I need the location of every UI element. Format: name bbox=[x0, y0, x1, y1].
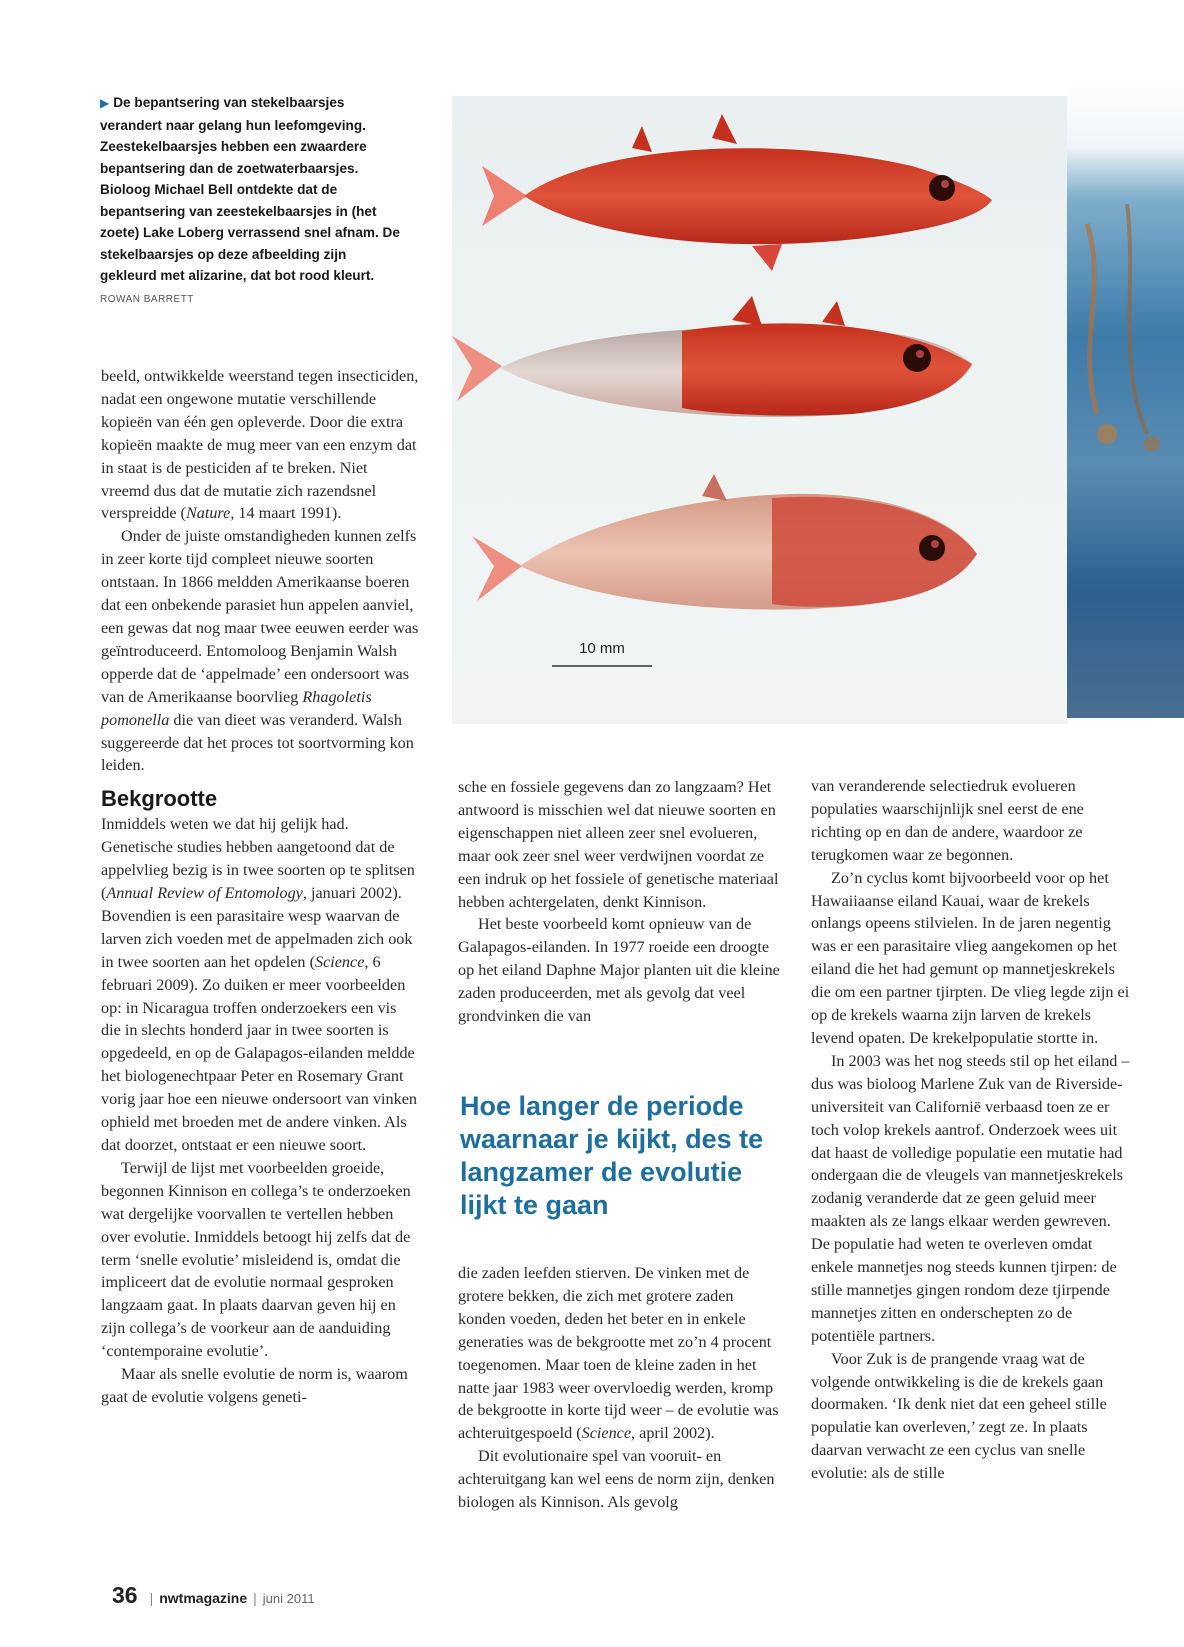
col1-paragraph-1: beeld, ontwikkelde weerstand tegen insecticiden, nadat een ongewone mutatie verschillende kopieën van één gen opleverde. Door die extra kopieën maakte de mug meer van een enzym dat in staat is de pesticiden af te breken. Niet vreemd dus dat de mutatie zich razendsnel verspreidde (Nature, 14 maart 1991). bbox=[101, 367, 419, 523]
issue-date: juni 2011 bbox=[262, 1591, 315, 1606]
magazine-name: nwtmagazine bbox=[159, 1590, 248, 1606]
fish-fully-armored bbox=[482, 114, 992, 271]
col1-paragraph-2: Onder de juiste omstandigheden kunnen zelfs in zeer korte tijd compleet nieuwe soorten ontstaan. In 1866 meldden Amerikaanse boeren dat een onbekende parasiet hun appelen aanviel, een gewas dat nog maar twee eeuwen eerder was geïntroduceerd. Entomoloog Benjamin Walsh opperde dat de ‘appelmade’ een ondersoort was van de Amerikaanse boorvlieg Rhagoletis pomonella die van dieet was veranderd. Walsh suggereerde dat het proces tot soortvorming kon leiden. bbox=[101, 527, 419, 775]
page-number: 36 bbox=[112, 1582, 138, 1608]
section-heading: Bekgrootte bbox=[101, 786, 218, 812]
col3-paragraph-1: van veranderende selectiedruk evolueren populaties waarschijnlijk snel eerst de ene richting op en dan de andere, waardoor ze terugkomen waar ze begonnen. bbox=[811, 777, 1084, 864]
fish-low-armored bbox=[472, 474, 977, 610]
col1-paragraph-5: Maar als snelle evolutie de norm is, waarom gaat de evolutie volgens geneti- bbox=[101, 1365, 408, 1406]
photo-credit: ROWAN BARRETT bbox=[100, 293, 194, 305]
pull-quote: Hoe langer de periode waarnaar je kijkt, des te langzamer de evolutie lijkt te gaan bbox=[460, 1091, 764, 1220]
page-footer bbox=[112, 1582, 315, 1609]
column-2-bottom bbox=[458, 1262, 780, 1514]
col2-paragraph-4: Dit evolutionaire spel van vooruit- en achteruitgang kan wel eens de norm zijn, denken biologen als Kinnison. Als gevolg bbox=[458, 1447, 775, 1512]
caption-arrow-icon: ▶ bbox=[100, 96, 110, 110]
col2-paragraph-3: die zaden leefden stierven. De vinken met de grotere bekken, die zich met grotere zaden konden voeden, deden het beter en in enkele generaties was de bekgrootte met zo’n 4 procent toegenomen. Maar toen de kleine zaden in het natte jaar 1983 weer overvloedig werden, kromp de bekgrootte in korte tijd weer – de evolutie was achteruitgespoeld (Science, april 2002). bbox=[458, 1264, 779, 1443]
stickleback-illustration bbox=[452, 96, 1068, 724]
col3-paragraph-2: Zo’n cyclus komt bijvoorbeeld voor op het Hawaiiaanse eiland Kauai, waar de krekels onlangs opeens stilvielen. In de jaren negentig was er een parasitaire vlieg aangekomen op het eiland die het had gemunt op mannetjeskrekels die om een partner tjirpten. De vlieg legde zijn ei op de krekels waarna zijn larven de krekels levend opaten. De krekelpopulatie stortte in. bbox=[811, 868, 1130, 1047]
column-2-top bbox=[458, 776, 780, 1028]
scale-label: 10 mm bbox=[579, 640, 625, 657]
column-3 bbox=[811, 775, 1133, 1485]
caption-text: De bepantsering van stekelbaarsjes verandert naar gelang hun leefomgeving. Zeestekelbaarsjes hebben een zwaardere bepantsering dan de zoetwaterbaarsjes. Bioloog Michael Bell ontdekte dat de bepantsering van zeestekelbaarsjes in (het zoete) Lake Loberg verrassend snel afnam. De stekelbaarsjes op deze afbeelding zijn gekleurd met alizarine, dat bot rood kleurt. bbox=[100, 95, 400, 283]
fish-partially-armored bbox=[452, 296, 972, 417]
col1-paragraph-3: Inmiddels weten we dat hij gelijk had. Genetische studies hebben aangetoond dat de appelvlieg bezig is in twee soorten op te splitsen (Annual Review of Entomology, januari 2002). Bovendien is een parasitaire wesp waarvan de larven zich voeden met de appelmaden zich ook in twee soorten aan het opdelen (Science, 6 februari 2009). Zo duiken er meer voorbeelden op: in Nicaragua troffen onderzoekers een vis die in slechts honderd jaar in twee soorten is opgedeeld, en op de Galapagos-eilanden meldde het biologenechtpaar Peter en Rosemary Grant vorig jaar hoe een nieuwe ondersoort van vinken ophield met broeden met de andere vinken. Als dat doorzet, ontstaat er een nieuwe soort. bbox=[101, 815, 417, 1154]
column-1 bbox=[101, 365, 419, 1409]
side-photo-illustration bbox=[1067, 84, 1184, 718]
col1-paragraph-4: Terwijl de lijst met voorbeelden groeide, begonnen Kinnison en collega’s te onderzoeken wat dergelijke voorvallen te vertellen hebben over evolutie. Inmiddels betoogt hij zelfs dat de term ‘snelle evolutie’ misleidend is, omdat die impliceert dat de evolutie normaal gesproken langzaam gaat. In plaats daarvan geven hij en zijn collega’s de voorkeur aan de aanduiding ‘contemporaine evolutie’. bbox=[101, 1158, 411, 1361]
footer-separator-2: | bbox=[253, 1590, 257, 1606]
col2-paragraph-1: sche en fossiele gegevens dan zo langzaam? Het antwoord is misschien wel dat nieuwe soorten en eigenschappen niet alleen zeer snel evolueren, maar ook zeer snel weer verdwijnen voordat ze een indruk op het fossiele of genetische materiaal hebben achtergelaten, denkt Kinnison. bbox=[458, 778, 779, 911]
side-photo-water bbox=[1067, 84, 1184, 718]
col3-paragraph-4: Voor Zuk is de prangende vraag wat de volgende ontwikkeling is die de krekels gaan doormaken. ‘Ik denk niet dat een geheel stille populatie kan overleven,’ zegt ze. In plaats daarvan verwacht ze een cyclus van snelle evolutie: als de stille bbox=[811, 1349, 1107, 1483]
col3-paragraph-3: In 2003 was het nog steeds stil op het eiland – dus was bioloog Marlene Zuk van de Riverside-universiteit van Californië verbaasd toen ze er toch volop krekels aantrof. Onderzoek wees uit dat haast de volledige populatie een mutatie had ondergaan die de vleugels van mannetjeskrekels zodanig veranderde dat ze geen geluid meer maakten als ze langs elkaar werden gewreven. De populatie had weten te overleven omdat enkele mannetjes nog steeds kunnen tjirpen: de stille mannetjes gingen rondom deze tjirpende mannetjes zitten en onderschepten zo de potentiële partners. bbox=[811, 1051, 1130, 1345]
stickleback-photo bbox=[452, 96, 1068, 724]
photo-caption bbox=[100, 92, 400, 310]
footer-separator: | bbox=[149, 1590, 154, 1606]
col2-paragraph-2: Het beste voorbeeld komt opnieuw van de Galapagos-eilanden. In 1977 roeide een droogte op het eiland Daphne Major planten uit die kleine zaden produceerden, met als gevolg dat veel grondvinken die van bbox=[458, 915, 780, 1026]
